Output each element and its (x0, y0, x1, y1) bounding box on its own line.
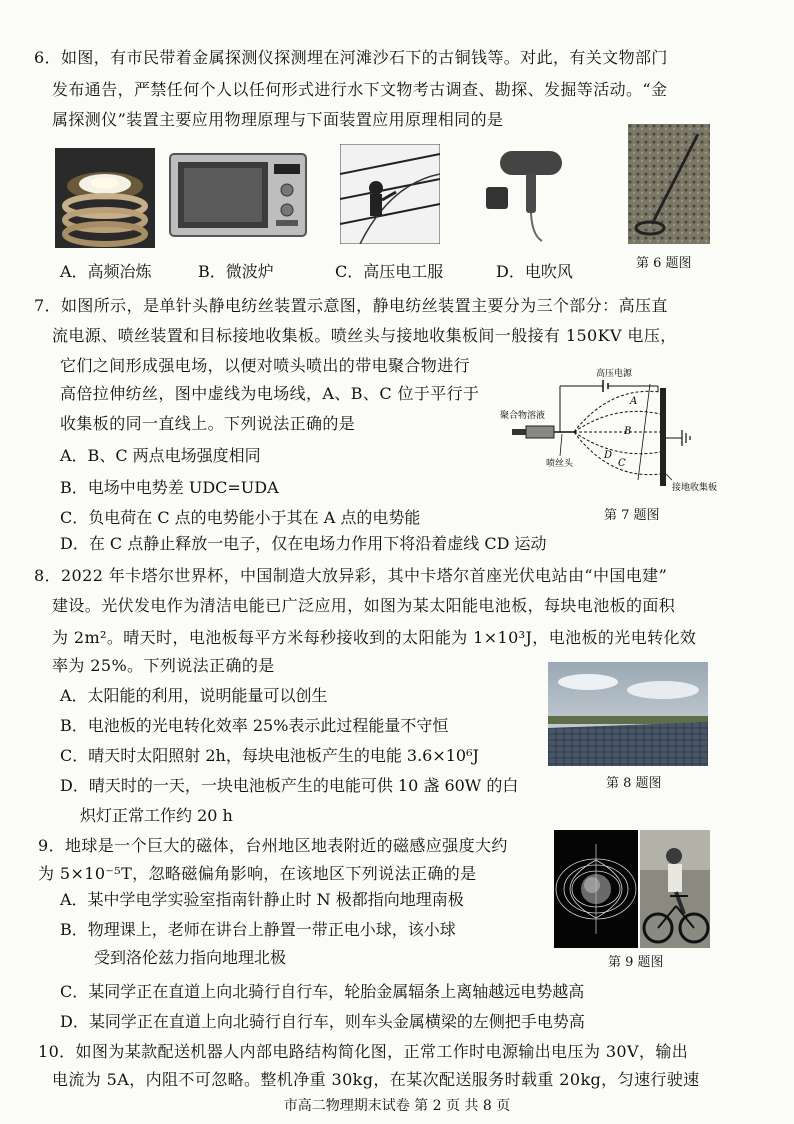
solar-panel-photo (548, 662, 708, 766)
q6-option-b[interactable]: B．微波炉 (198, 262, 274, 281)
q9-option-d[interactable]: D．某同学正在直道上向北骑行自行车，则车头金属横梁的左侧把手电势高 (60, 1012, 585, 1031)
q9-line-2: 为 5×10⁻⁵T，忽略磁偏角影响，在该地区下列说法正确的是 (38, 864, 477, 883)
q10-line-1: 10．如图为某款配送机器人内部电路结构简化图，正常工作时电源输出电压为 30V，输出 (38, 1042, 689, 1061)
q7-option-a[interactable]: A．B、C 两点电场强度相同 (60, 446, 261, 465)
point-d-label: D (604, 450, 613, 461)
point-c-label: C (618, 458, 626, 469)
q6-option-a[interactable]: A．高频冶炼 (60, 262, 152, 281)
q8-line-2: 建设。光伏发电作为清洁电能已广泛应用，如图为某太阳能电池板，每块电池板的面积 (52, 596, 676, 615)
label-collector-plate: 接地收集板 (672, 482, 718, 492)
q7-line-4: 高倍拉伸纺丝，图中虚线为电场线，A、B、C 位于平行于 (60, 384, 480, 403)
high-voltage-worker-photo (340, 144, 440, 244)
q9-option-a[interactable]: A．某中学电学实验室指南针静止时 N 极都指向地理南极 (60, 890, 464, 909)
metal-detector-photo (628, 124, 710, 244)
label-nozzle: 喷丝头 (546, 458, 574, 468)
q9-option-c[interactable]: C．某同学正在直道上向北骑行自行车，轮胎金属辐条上离轴越远电势越高 (60, 982, 585, 1001)
q8-option-d-line-1[interactable]: D．晴天时的一天，一块电池板产生的电能可供 10 盏 60W 的白 (60, 776, 519, 795)
earth-magnetic-field-image (554, 830, 638, 948)
q7-option-b[interactable]: B．电场中电势差 UDC=UDA (60, 478, 279, 497)
induction-smelting-photo (55, 148, 155, 248)
q8-option-c[interactable]: C．晴天时太阳照射 2h，每块电池板产生的电能 3.6×10⁶J (60, 746, 479, 765)
q8-option-a[interactable]: A．太阳能的利用，说明能量可以创生 (60, 686, 328, 705)
q7-figure-caption: 第 7 题图 (604, 508, 660, 523)
q10-line-2: 电流为 5A，内阻不可忽略。整机净重 30kg，在某次配送服务时载重 20kg，匀速行驶速 (52, 1070, 700, 1089)
q7-line-5: 收集板的同一直线上。下列说法正确的是 (60, 414, 356, 433)
point-a-label: A (630, 396, 638, 407)
cyclist-photo (640, 830, 710, 948)
q8-option-d-line-2: 炽灯正常工作约 20 h (80, 806, 233, 825)
q9-line-1: 9．地球是一个巨大的磁体，台州地区地表附近的磁感应强度大约 (38, 836, 508, 855)
q7-option-d[interactable]: D．在 C 点静止释放一电子，仅在电场力作用下将沿着虚线 CD 运动 (60, 534, 547, 553)
q8-option-b[interactable]: B．电池板的光电转化效率 25%表示此过程能量不守恒 (60, 716, 449, 735)
label-high-voltage-source: 高压电源 (596, 368, 633, 378)
q7-option-c[interactable]: C．负电荷在 C 点的电势能小于其在 A 点的电势能 (60, 508, 421, 527)
q8-line-1: 8．2022 年卡塔尔世界杯，中国制造大放异彩，其中卡塔尔首座光伏电站由“中国电建” (34, 566, 668, 585)
q7-line-3: 它们之间形成强电场，以便对喷头喷出的带电聚合物进行 (60, 356, 471, 375)
page-footer: 市高二物理期末试卷 第 2 页 共 8 页 (283, 1098, 511, 1114)
q6-figure-caption: 第 6 题图 (636, 256, 692, 271)
q7-line-1: 7．如图所示，是单针头静电纺丝装置示意图，静电纺丝装置主要分为三个部分：高压直 (34, 296, 668, 315)
q8-line-4: 率为 25%。下列说法正确的是 (52, 656, 275, 675)
q6-option-c[interactable]: C．高压电工服 (335, 262, 444, 281)
point-b-label: B (624, 426, 632, 437)
q9-option-b-line-1[interactable]: B．物理课上，老师在讲台上静置一带正电小球，该小球 (60, 920, 456, 939)
q6-line-2: 发布通告，严禁任何个人以任何形式进行水下文物考古调查、勘探、发掘等活动。“金 (52, 80, 668, 99)
q7-line-2: 流电源、喷丝装置和目标接地收集板。喷丝头与接地收集板间一般接有 150KV 电压， (52, 326, 677, 345)
q6-line-1: 6．如图，有市民带着金属探测仪探测埋在河滩沙石下的古铜钱等。对此，有关文物部门 (34, 48, 668, 67)
q6-line-3: 属探测仪”装置主要应用物理原理与下面装置应用原理相同的是 (52, 110, 504, 129)
q8-line-3: 为 2m²。晴天时，电池板每平方米每秒接收到的太阳能为 1×10³J，电池板的光电转化效 (52, 628, 697, 647)
q6-option-d[interactable]: D．电吹风 (496, 262, 573, 281)
q9-option-b-line-2: 受到洛伦兹力指向地理北极 (94, 948, 287, 967)
q8-figure-caption: 第 8 题图 (606, 776, 662, 791)
electrospinning-diagram (500, 362, 730, 502)
microwave-oven-photo (168, 150, 308, 240)
label-polymer-solution: 聚合物溶液 (500, 410, 546, 420)
q9-figure-caption: 第 9 题图 (608, 955, 664, 970)
hair-dryer-photo (482, 145, 572, 245)
